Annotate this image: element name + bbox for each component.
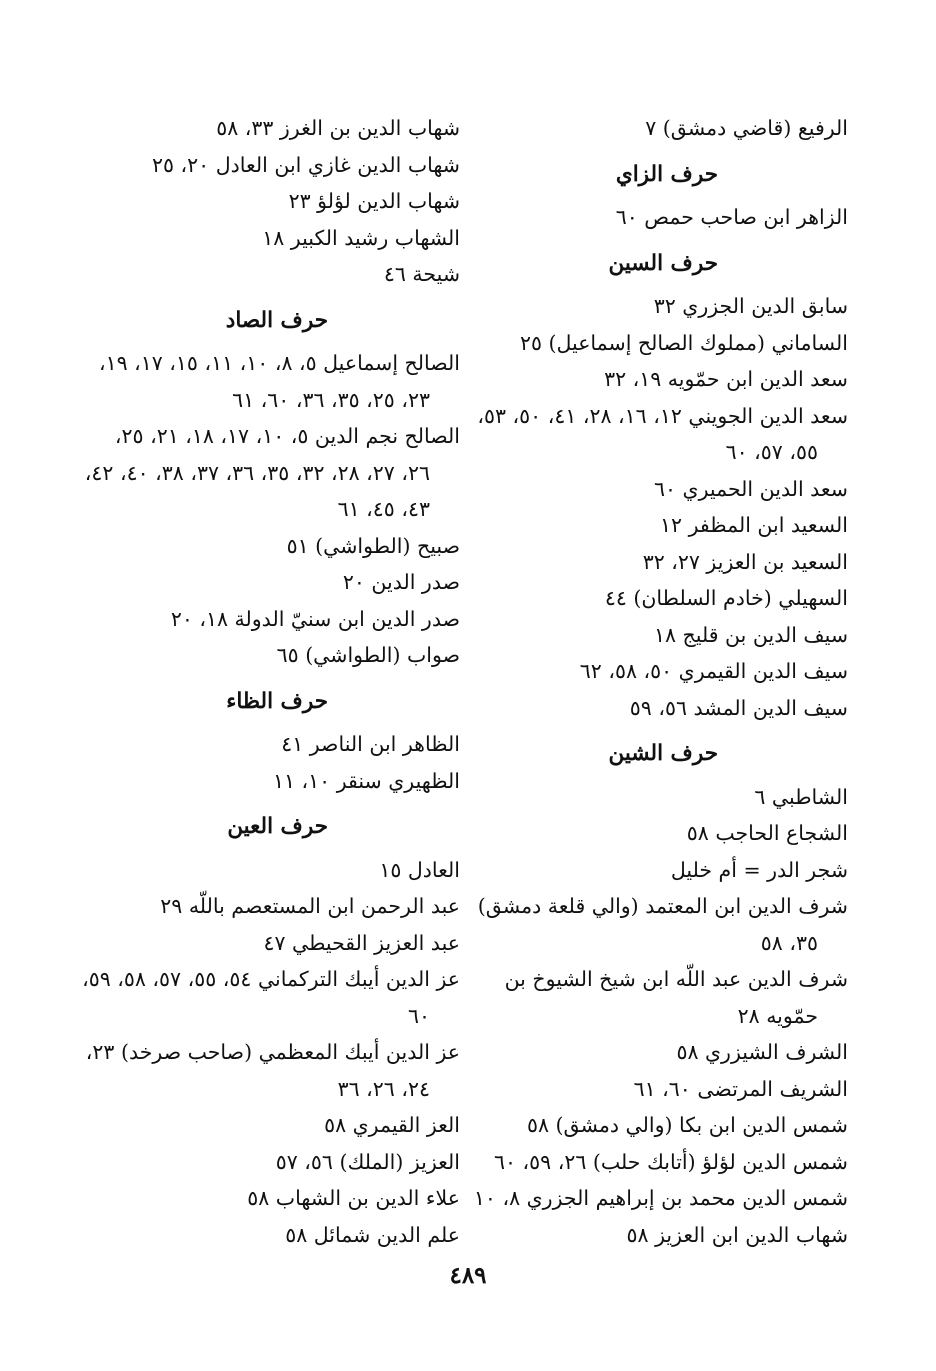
index-column-left xyxy=(80,110,460,1253)
letter-heading: حرف الزاي xyxy=(615,161,718,187)
index-entry: السعيد ابن المظفر ١٢ xyxy=(660,513,848,537)
index-entry: العادل ١٥ xyxy=(379,857,460,882)
index-entry: الشاطبي ٦ xyxy=(754,784,848,809)
index-entry: شمس الدين ابن بكا (والي دمشق) ٥٨ xyxy=(526,1113,848,1137)
index-entry: علم الدين شمائل ٥٨ xyxy=(285,1222,460,1247)
index-entry: شمس الدين محمد بن إبراهيم الجزري ٨، ١٠ xyxy=(473,1186,848,1210)
index-entry: السهيلي (خادم السلطان) ٤٤ xyxy=(604,586,848,610)
index-entry: شجر الدر = أم خليل xyxy=(670,857,848,882)
letter-heading: حرف الصاد xyxy=(225,307,328,333)
index-entry: صدر الدين ٢٠ xyxy=(342,570,460,594)
index-entry: صدر الدين ابن سنيّ الدولة ١٨، ٢٠ xyxy=(170,606,460,631)
index-entry: شهاب الدين لؤلؤ ٢٣ xyxy=(288,189,460,213)
index-entry: عز الدين أيبك التركماني ٥٤، ٥٥، ٥٧، ٥٨، ٥٩، ٦٠ xyxy=(82,967,460,1028)
index-entry: سعد الدين الجويني ١٢، ١٦، ٢٨، ٤١، ٥٠، ٥٣، ٥٥، ٥٧، ٦٠ xyxy=(477,403,848,464)
letter-heading: حرف الظاء xyxy=(226,688,328,714)
index-entry: صواب (الطواشي) ٦٥ xyxy=(276,643,460,667)
letter-heading: حرف الشين xyxy=(608,741,718,766)
index-entry: الصالح نجم الدين ٥، ١٠، ١٧، ١٨، ٢١، ٢٥، ٢٦، ٢٧، ٢٨، ٣٢، ٣٥، ٣٦، ٣٧، ٣٨، ٤٠، ٤٢، ٤٣، ٤٥، ٦١ xyxy=(84,424,460,521)
index-entry: الساماني (مملوك الصالح إسماعيل) ٢٥ xyxy=(519,330,848,355)
letter-heading: حرف العين xyxy=(227,814,328,839)
index-entry: سيف الدين القيمري ٥٠، ٥٨، ٦٢ xyxy=(579,659,848,683)
index-entry: سيف الدين بن قليج ١٨ xyxy=(653,622,848,647)
index-entry: السعيد بن العزيز ٢٧، ٣٢ xyxy=(642,549,848,574)
index-entry: علاء الدين بن الشهاب ٥٨ xyxy=(247,1186,460,1210)
index-entry: العزيز (الملك) ٥٦، ٥٧ xyxy=(275,1149,460,1174)
letter-heading: حرف السين xyxy=(608,250,718,276)
index-entry: الشرف الشيزري ٥٨ xyxy=(676,1040,848,1064)
index-entry: الزاهر ابن صاحب حمص ٦٠ xyxy=(615,205,848,229)
index-entry: سيف الدين المشد ٥٦، ٥٩ xyxy=(629,695,848,720)
index-entry: الشجاع الحاجب ٥٨ xyxy=(686,821,848,845)
index-entry: سابق الدين الجزري ٣٢ xyxy=(653,294,848,318)
index-entry: شمس الدين لؤلؤ (أتابك حلب) ٢٦، ٥٩، ٦٠ xyxy=(493,1149,848,1174)
index-entry: الظاهر ابن الناصر ٤١ xyxy=(281,732,460,756)
index-entry: شهاب الدين بن الغرز ٣٣، ٥٨ xyxy=(216,116,460,140)
index-entry: الظهيري سنقر ١٠، ١١ xyxy=(272,768,460,793)
index-entry: عز الدين أيبك المعظمي (صاحب صرخد) ٢٣، ٢٤، ٢٦، ٣٦ xyxy=(85,1040,460,1101)
page-number: ٤٨٩ xyxy=(449,1262,487,1289)
index-entry: شهاب الدين ابن العزيز ٥٨ xyxy=(626,1222,848,1247)
index-entry: عبد العزيز القحيطي ٤٧ xyxy=(263,930,460,955)
index-entry: صبيح (الطواشي) ٥١ xyxy=(286,533,460,558)
index-entry: الشهاب رشيد الكبير ١٨ xyxy=(262,225,460,250)
index-entry: الشريف المرتضى ٦٠، ٦١ xyxy=(633,1076,848,1101)
index-entry: شيحة ٤٦ xyxy=(383,262,460,286)
index-entry: العز القيمري ٥٨ xyxy=(324,1113,460,1137)
index-entry: شرف الدين عبد اللّه ابن شيخ الشيوخ بن حمّويه ٢٨ xyxy=(504,967,848,1028)
index-entry: عبد الرحمن ابن المستعصم باللّه ٢٩ xyxy=(160,894,460,918)
index-entry: الرفيع (قاضي دمشق) ٧ xyxy=(645,116,848,140)
index-entry: سعد الدين ابن حمّويه ١٩، ٣٢ xyxy=(604,367,848,391)
index-entry: سعد الدين الحميري ٦٠ xyxy=(654,476,848,501)
index-entry: شهاب الدين غازي ابن العادل ٢٠، ٢٥ xyxy=(152,152,460,177)
index-entry: شرف الدين ابن المعتمد (والي قلعة دمشق) ٣٥، ٥٨ xyxy=(477,894,848,955)
index-column-right xyxy=(472,110,848,1253)
index-entry: الصالح إسماعيل ٥، ٨، ١٠، ١١، ١٥، ١٧، ١٩، ٢٣، ٢٥، ٣٥، ٣٦، ٦٠، ٦١ xyxy=(98,351,460,412)
